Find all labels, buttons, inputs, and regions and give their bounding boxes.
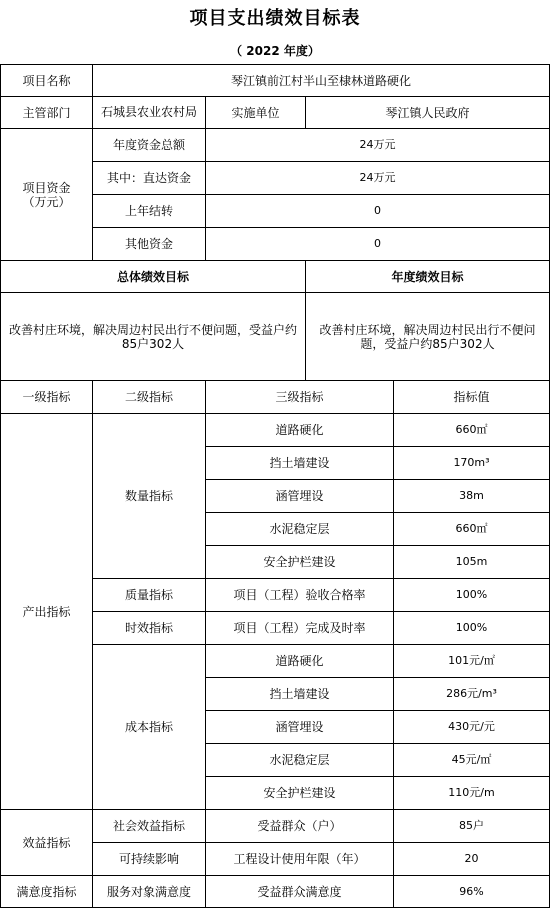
indicator-name: 挡土墙建设 [206,678,394,711]
indicator-value: 45元/㎡ [394,744,550,777]
service-label: 服务对象满意度 [93,876,206,908]
funds-label: 项目资金 （万元） [1,129,93,261]
project-name: 琴江镇前江村半山至棣林道路硬化 [93,65,550,97]
indicator-name: 项目（工程）完成及时率 [206,612,394,645]
year-line [0,38,550,64]
indicator-value: 85户 [394,810,550,843]
social-label: 社会效益指标 [93,810,206,843]
indicator-value: 100% [394,579,550,612]
indicator-value: 660㎡ [394,513,550,546]
indicator-name: 受益群众满意度 [206,876,394,908]
satisfaction-label: 满意度指标 [1,876,93,908]
benefit-label: 效益指标 [1,810,93,876]
annual-goal-label: 年度绩效目标 [306,261,550,293]
fund-value: 24万元 [206,129,550,162]
indicator-name: 道路硬化 [206,414,394,447]
indicator-name: 安全护栏建设 [206,546,394,579]
indicator-value: 38m [394,480,550,513]
impl: 琴江镇人民政府 [306,97,550,129]
cost-label: 成本指标 [93,645,206,810]
indicator-value: 105m [394,546,550,579]
fund-label: 上年结转 [93,195,206,228]
fund-value: 0 [206,195,550,228]
indicator-name: 涵管埋设 [206,711,394,744]
impl-label: 实施单位 [206,97,306,129]
header-value: 指标值 [394,381,550,414]
indicator-value: 660㎡ [394,414,550,447]
quantity-label: 数量指标 [93,414,206,579]
page-title: 项目支出绩效目标表 [189,8,361,29]
fund-label: 其中：直达资金 [93,162,206,195]
indicator-name: 安全护栏建设 [206,777,394,810]
indicator-name: 水泥稳定层 [206,513,394,546]
indicator-value: 101元/㎡ [394,645,550,678]
indicator-value: 430元/元 [394,711,550,744]
dept-label: 主管部门 [1,97,93,129]
sustain-label: 可持续影响 [93,843,206,876]
indicator-value: 100% [394,612,550,645]
indicator-value: 286元/m³ [394,678,550,711]
fund-label: 年度资金总额 [93,129,206,162]
indicator-name: 涵管埋设 [206,480,394,513]
year-text: （ 2022 年度） [230,44,320,58]
indicator-name: 工程设计使用年限（年） [206,843,394,876]
indicator-name: 挡土墙建设 [206,447,394,480]
quality-label: 质量指标 [93,579,206,612]
timeliness-label: 时效指标 [93,612,206,645]
indicator-value: 96% [394,876,550,908]
fund-value: 24万元 [206,162,550,195]
dept: 石城县农业农村局 [93,97,206,129]
header-level1: 一级指标 [1,381,93,414]
indicator-name: 受益群众（户） [206,810,394,843]
fund-label: 其他资金 [93,228,206,261]
indicator-value: 20 [394,843,550,876]
overall-goal-text: 改善村庄环境，解决周边村民出行不便问题，受益户约85户302人 [1,293,306,381]
header-level2: 二级指标 [93,381,206,414]
overall-goal-label: 总体绩效目标 [1,261,306,293]
indicator-name: 水泥稳定层 [206,744,394,777]
performance-table [0,64,550,908]
indicator-name: 项目（工程）验收合格率 [206,579,394,612]
fund-value: 0 [206,228,550,261]
output-label: 产出指标 [1,414,93,810]
project-name-label: 项目名称 [1,65,93,97]
indicator-value: 110元/m [394,777,550,810]
header-level3: 三级指标 [206,381,394,414]
indicator-value: 170m³ [394,447,550,480]
indicator-name: 道路硬化 [206,645,394,678]
annual-goal-text: 改善村庄环境，解决周边村民出行不便问题，受益户约85户302人 [306,293,550,381]
